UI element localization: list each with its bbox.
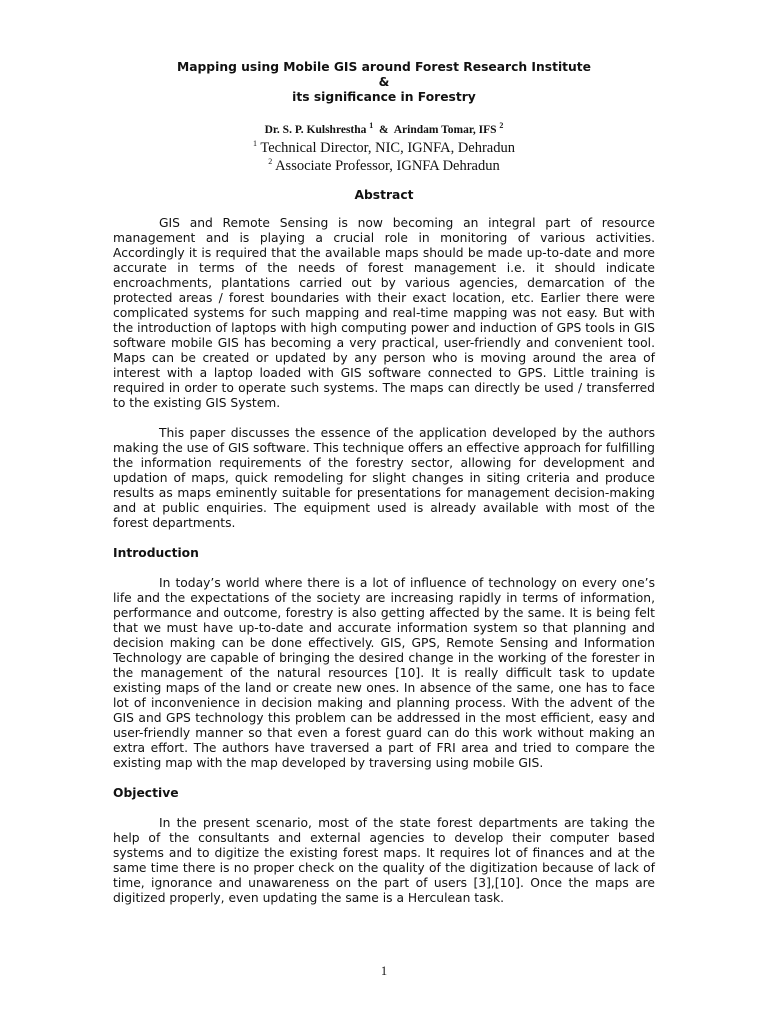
affiliation-1-text: Technical Director, NIC, IGNFA, Dehradun <box>260 140 515 156</box>
author-2-name: Arindam Tomar, IFS <box>393 124 497 136</box>
objective-paragraph-1: In the present scenario, most of the state forest departments are taking the help of the consultants and external agencies to develop their computer based systems and to digitize the existing forest maps. It requires lot of finances and at the same time there is no proper check on the quality of the digitization because of lack of time, ignorance and unawareness on the part of users [3],[10]. Once the maps are digitized properly, even updating the same is a Herculean task. <box>113 816 655 905</box>
title-line-2: & <box>378 75 390 89</box>
affiliation-1 <box>113 139 655 157</box>
introduction-paragraph-1: In today’s world where there is a lot of influence of technology on every one’s life and the expectations of the society are increasing rapidly in terms of information, performance and outcome, forestry is also getting affected by the same. It is being felt that we must have up-to-date and accurate information system so that planning and decision making can be done effectively. GIS, GPS, Remote Sensing and Information Technology are capable of bringing the desired change in the working of the forester in the management of the natural resources [10]. It is really difficult task to update existing maps of the land or create new ones. In absence of the same, one has to face lot of inconvenience in decision making and planning process. With the advent of the GIS and GPS technology this problem can be addressed in the most efficient, easy and user-friendly manner so that even a forest guard can do this work without making an extra effort. The authors have traversed a part of FRI area and tried to compare the existing map with the map developed by traversing using mobile GIS. <box>113 576 655 770</box>
affiliation-2-text: Associate Professor, IGNFA Dehradun <box>275 158 500 174</box>
author-1-sup: 1 <box>369 121 374 131</box>
page-number: 1 <box>380 964 388 978</box>
abstract-paragraph-2: This paper discusses the essence of the application developed by the authors making the use of GIS software. This technique offers an effective approach for fulfilling the information requirements of the forestry sector, allowing for development and updation of maps, quick remodeling for slight changes in siting criteria and produce results as maps eminently suitable for presentations for management decision-making and at public enquiries. The equipment used is already available with most of the forest departments. <box>113 426 655 530</box>
affiliation-1-sup: 1 <box>253 139 257 149</box>
author-2-sup: 2 <box>499 121 504 131</box>
title-line-1: Mapping using Mobile GIS around Forest Research Institute <box>176 60 592 74</box>
abstract-heading: Abstract <box>354 188 414 202</box>
author-1-name: Dr. S. P. Kulshrestha <box>264 124 367 136</box>
affiliation-2-sup: 2 <box>268 157 273 167</box>
paper-title <box>113 60 655 105</box>
abstract-paragraph-1: GIS and Remote Sensing is now becoming an integral part of resource management and is playing a crucial role in monitoring of various activities. Accordingly it is required that the available maps should be made up-to-date and more accurate in terms of the needs of forest management i.e. it should indicate encroachments, plantations carried out by various agencies, demarcation of the protected areas / forest boundaries with their exact location, etc. Earlier there were complicated systems for such mapping and real-time mapping was not easy. But with the introduction of laptops with high computing power and induction of GPS tools in GIS software mobile GIS has becoming a very practical, user-friendly and convenient tool. Maps can be created or updated by any person who is moving around the area of interest with a laptop loaded with GIS software connected to GPS. Little training is required in order to operate such systems. The maps can directly be used / transferred to the existing GIS System. <box>113 216 655 410</box>
document-page <box>113 60 655 921</box>
author-block <box>113 121 655 175</box>
affiliation-2 <box>113 157 655 175</box>
author-names <box>113 121 655 139</box>
introduction-heading: Introduction <box>113 546 199 560</box>
author-separator: & <box>379 124 389 136</box>
title-line-3: its significance in Forestry <box>292 90 476 104</box>
objective-heading: Objective <box>113 786 179 800</box>
